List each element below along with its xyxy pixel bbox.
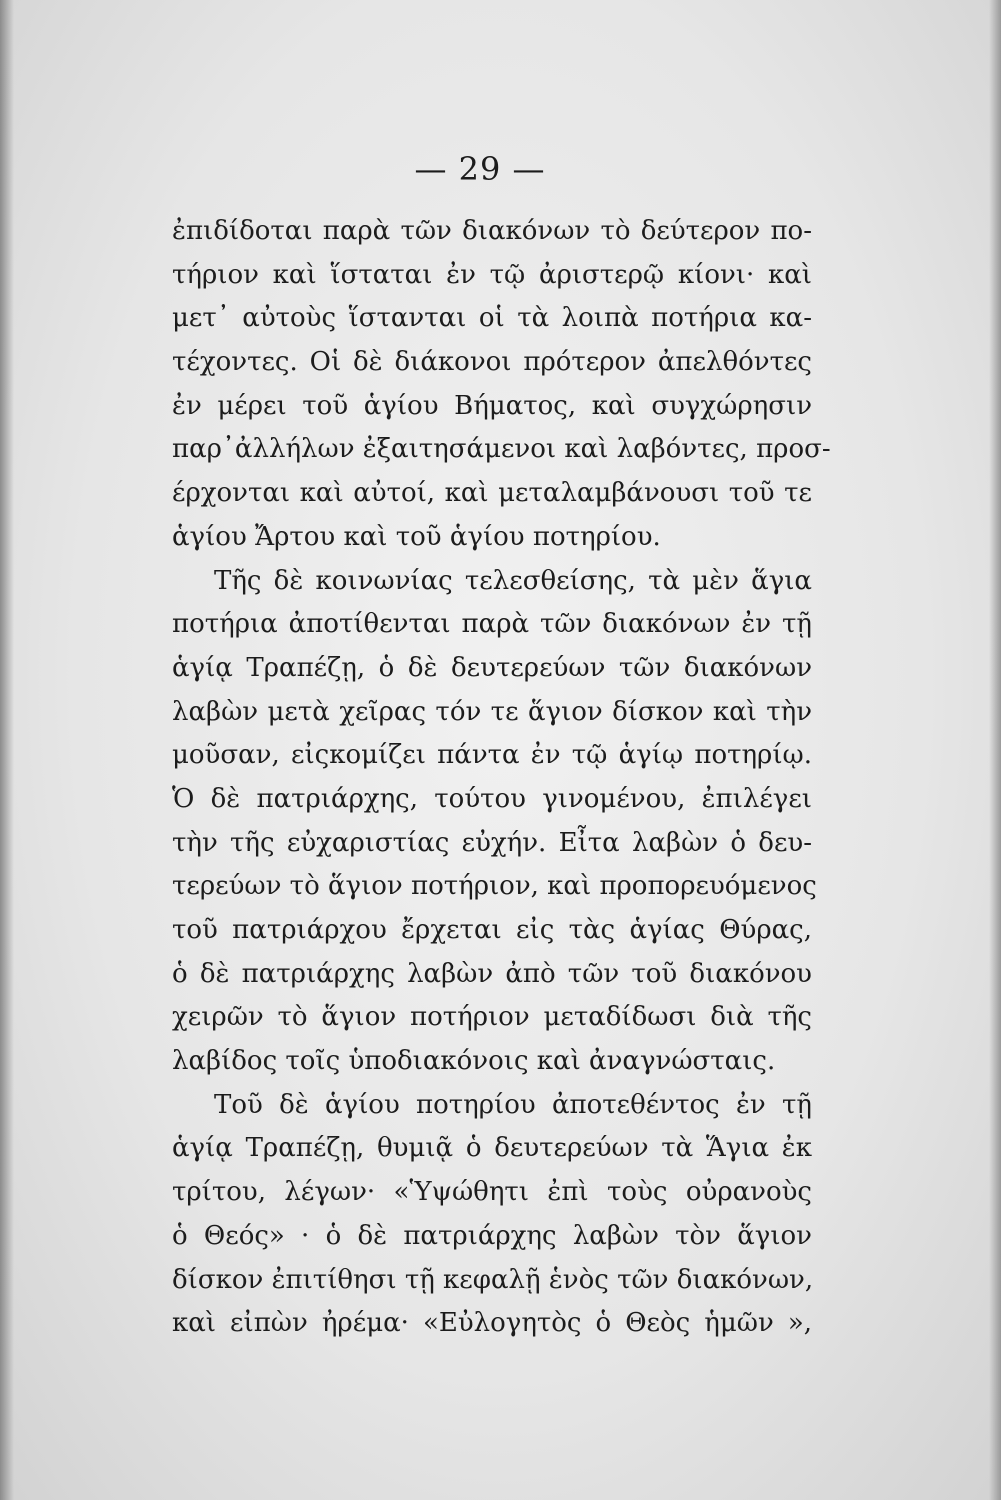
text-line: χειρῶν τὸ ἅγιον ποτήριον μεταδίδωσι διὰ τῆς: [172, 1002, 812, 1033]
text-line: ἁγίᾳ Τραπέζῃ, θυμιᾷ ὁ δευτερεύων τὰ Ἅγια ἐκ: [172, 1133, 812, 1164]
text-line: ἐν μέρει τοῦ ἁγίου Βήματος, καὶ συγχώρησιν: [172, 390, 812, 421]
text-line: ὁ δὲ πατριάρχης λαβὼν ἀπὸ τῶν τοῦ διακόνου: [172, 958, 812, 989]
text-line: λαβίδος τοῖς ὑποδιακόνοις καὶ ἀναγνώσταις.: [172, 1046, 776, 1077]
text-line: τερεύων τὸ ἅγιον ποτήριον, καὶ προπορευόμενος: [172, 871, 817, 902]
text-line: Τῆς δὲ κοινωνίας τελεσθείσης, τὰ μὲν ἅγια: [214, 565, 812, 596]
text-line: Ὁ δὲ πατριάρχης, τούτου γινομένου, ἐπιλέγει: [172, 783, 812, 814]
text-line: τοῦ πατριάρχου ἔρχεται εἰς τὰς ἁγίας Θύρας,: [172, 915, 812, 945]
page-number: — 29 —: [414, 150, 546, 188]
page-right-edge-shadow: [989, 0, 1001, 1500]
text-line: ἐπιδίδοται παρὰ τῶν διακόνων τὸ δεύτερον πο-: [172, 216, 812, 246]
text-line: μοῦσαν, εἰςκομίζει πάντα ἐν τῷ ἁγίῳ ποτηρίῳ.: [172, 740, 812, 771]
text-line: τέχοντες. Οἱ δὲ διάκονοι πρότερον ἀπελθόντες: [172, 347, 812, 378]
text-line: ἁγίου Ἄρτου καὶ τοῦ ἁγίου ποτηρίου.: [172, 521, 661, 552]
text-line: παρ᾽ἀλλήλων ἐξαιτησάμενοι καὶ λαβόντες, προσ-: [172, 434, 831, 465]
text-line: δίσκον ἐπιτίθησι τῇ κεφαλῇ ἑνὸς τῶν διακόνων,: [172, 1264, 814, 1295]
text-line: ἁγίᾳ Τραπέζῃ, ὁ δὲ δευτερεύων τῶν διακόνων: [172, 652, 812, 683]
page-left-edge-shadow: [0, 0, 14, 1500]
text-line: καὶ εἰπὼν ἠρέμα· «Εὐλογητὸς ὁ Θεὸς ἡμῶν »,: [172, 1308, 812, 1339]
body-text: [172, 210, 831, 1346]
text-line: τὴν τῆς εὐχαριστίας εὐχήν. Εἶτα λαβὼν ὁ δευ-: [172, 827, 812, 858]
text-line: τρίτου, λέγων· «Ὑψώθητι ἐπὶ τοὺς οὐρανοὺς: [172, 1177, 812, 1208]
text-line: μετ᾽ αὐτοὺς ἵστανται οἱ τὰ λοιπὰ ποτήρια κα-: [172, 303, 812, 334]
text-line: Τοῦ δὲ ἁγίου ποτηρίου ἀποτεθέντος ἐν τῇ: [214, 1089, 812, 1120]
text-line: ὁ Θεός» · ὁ δὲ πατριάρχης λαβὼν τὸν ἅγιον: [172, 1220, 812, 1251]
text-line: λαβὼν μετὰ χεῖρας τόν τε ἅγιον δίσκον καὶ τὴν: [172, 696, 812, 727]
text-line: ποτήρια ἀποτίθενται παρὰ τῶν διακόνων ἐν τῇ: [172, 609, 812, 640]
text-line: έρχονται καὶ αὐτοί, καὶ μεταλαμβάνουσι τοῦ τε: [172, 478, 812, 509]
text-line: τήριον καὶ ἵσταται ἐν τῷ ἀριστερῷ κίονι· καὶ: [172, 259, 812, 290]
